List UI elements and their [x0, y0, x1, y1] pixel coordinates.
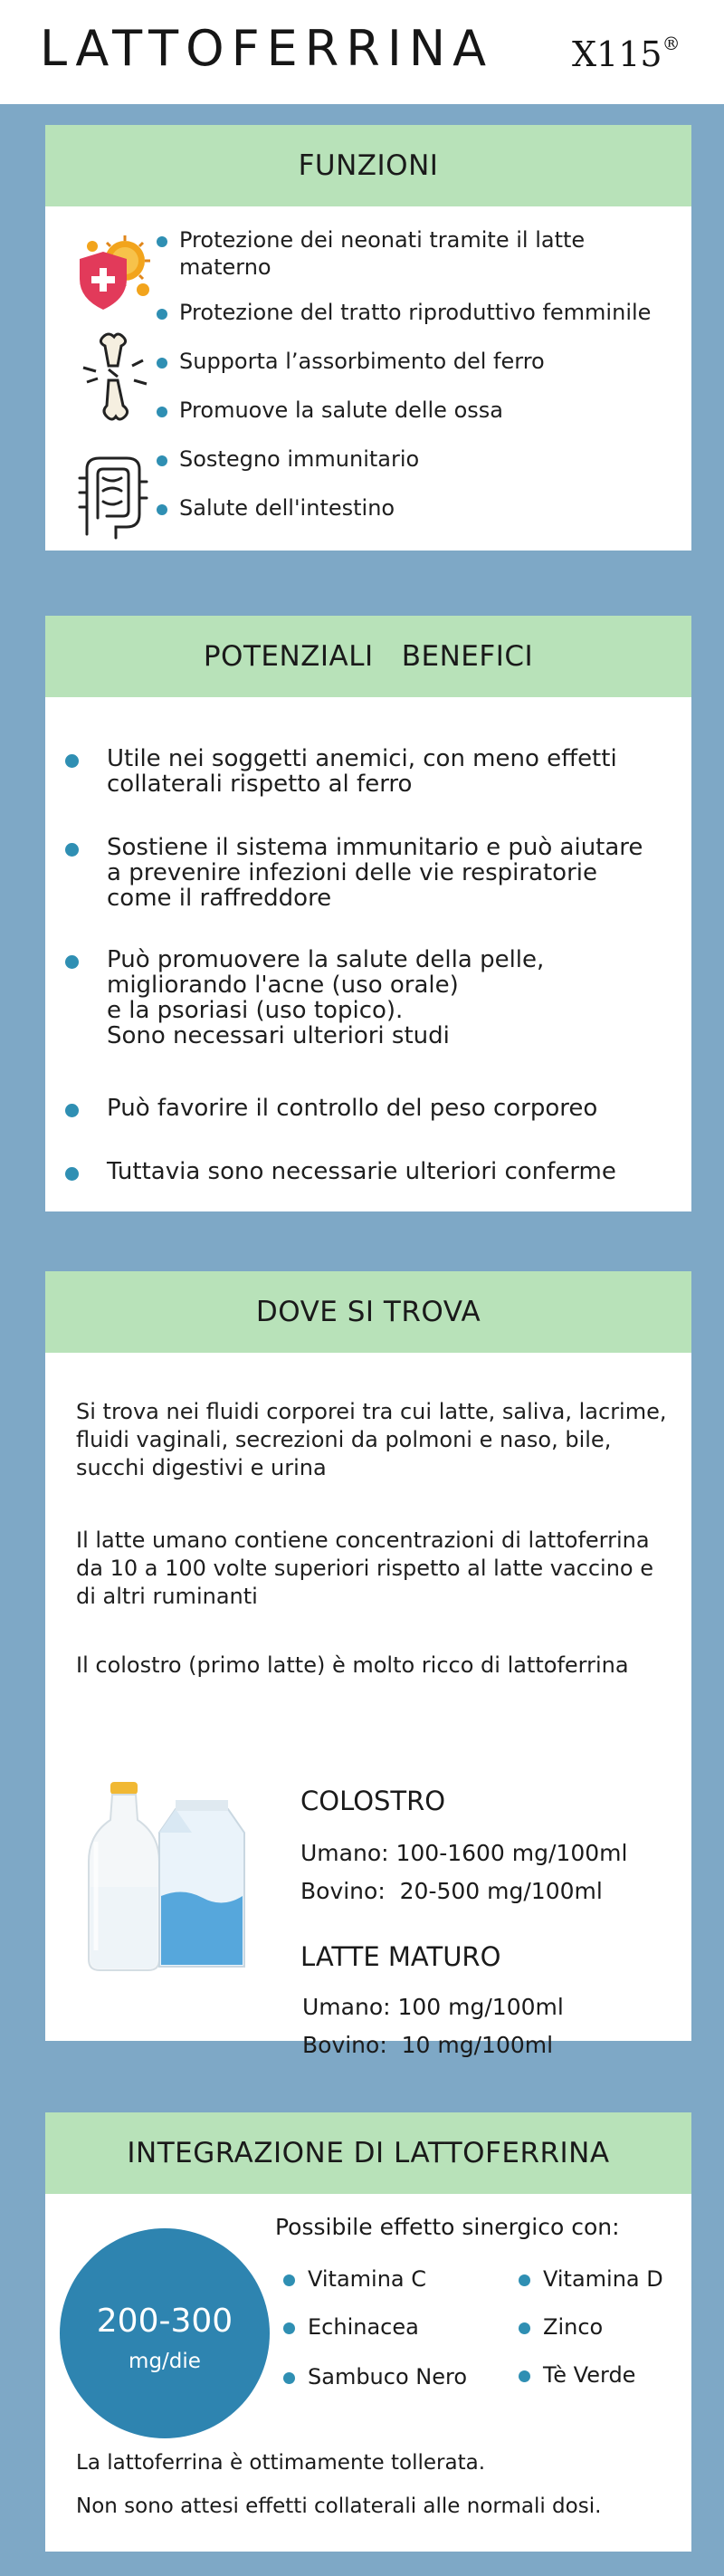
funzioni-heading: FUNZIONI — [45, 125, 691, 206]
intestine-icon — [71, 451, 154, 541]
dose-unit: mg/die — [129, 2350, 201, 2373]
funzioni-item-text: Protezione dei neonati tramite il latte materno — [179, 227, 586, 280]
synergy-item-text: Vitamina C — [308, 2266, 427, 2292]
brand-name: X115 — [572, 34, 662, 74]
integrazione-heading: INTEGRAZIONE DI LATTOFERRINA — [45, 2112, 691, 2194]
bullet-dot — [283, 2322, 295, 2334]
benefici-item-text: Utile nei soggetti anemici, con meno effetti collaterali rispetto al ferro — [107, 745, 617, 798]
dove-card — [45, 1271, 691, 2058]
brand-label — [572, 33, 681, 74]
benefici-item — [107, 1096, 597, 1121]
synergy-item — [543, 2314, 603, 2340]
bullet-dot — [519, 2370, 530, 2382]
dove-heading: DOVE SI TROVA — [45, 1271, 691, 1353]
bullet-dot — [519, 2322, 530, 2334]
funzioni-item-text: Supporta l’assorbimento del ferro — [179, 349, 545, 374]
bullet-dot — [157, 358, 167, 369]
bullet-dot — [283, 2372, 295, 2384]
bullet-dot — [65, 1104, 79, 1117]
funzioni-card — [45, 125, 691, 551]
funzioni-item — [179, 299, 651, 326]
bullet-dot — [65, 843, 79, 857]
colostro-label: COLOSTRO — [300, 1786, 446, 1816]
benefici-item — [107, 1159, 616, 1184]
bullet-dot — [519, 2274, 530, 2286]
bullet-dot — [65, 754, 79, 768]
synergy-item-text: Sambuco Nero — [308, 2364, 468, 2389]
funzioni-item — [179, 397, 503, 424]
benefici-item-text: Tuttavia sono necessarie ulteriori conferme — [107, 1158, 616, 1185]
maturo-label: LATTE MATURO — [300, 1941, 501, 1972]
synergy-item-text: Vitamina D — [543, 2266, 663, 2292]
title-bar — [0, 0, 724, 104]
benefici-item — [107, 947, 544, 1049]
integrazione-card — [45, 2112, 691, 2552]
maturo-bovino: Bovino: 10 mg/100ml — [302, 2032, 554, 2058]
dove-paragraph: Il colostro (primo latte) è molto ricco di lattoferrina — [76, 1652, 629, 1678]
bullet-dot — [65, 955, 79, 969]
colostro-umano: Umano: 100-1600 mg/100ml — [300, 1840, 628, 1866]
benefici-item-text: Sostiene il sistema immunitario e può aiutare a prevenire infezioni delle vie respiratorie come il raffreddore — [107, 834, 643, 912]
benefici-item — [107, 746, 617, 797]
bullet-dot — [157, 455, 167, 466]
funzioni-item — [179, 445, 419, 473]
synergy-item — [308, 2314, 419, 2340]
synergy-item-text: Echinacea — [308, 2314, 419, 2340]
bullet-dot — [65, 1167, 79, 1181]
page-title: LATTOFERRINA — [40, 20, 494, 77]
synergy-item — [543, 2362, 635, 2388]
funzioni-item-text: Protezione del tratto riproduttivo femminile — [179, 300, 652, 325]
funzioni-item-text: Promuove la salute delle ossa — [179, 397, 503, 423]
dose-badge — [60, 2228, 270, 2438]
synergy-item — [543, 2266, 663, 2292]
colostro-bovino: Bovino: 20-500 mg/100ml — [300, 1878, 603, 1904]
bone-icon — [76, 330, 152, 424]
bullet-dot — [157, 504, 167, 515]
synergy-item-text: Tè Verde — [543, 2362, 636, 2388]
benefici-item — [107, 835, 643, 911]
dove-paragraph: Si trova nei fluidi corporei tra cui latte, saliva, lacrime, fluidi vaginali, secrezioni da polmoni e naso, bile, succhi digestivi e urina — [76, 1399, 667, 1480]
footer-note: Non sono attesi effetti collaterali alle normali dosi. — [76, 2495, 602, 2518]
synergy-item — [308, 2364, 467, 2389]
immune-shield-icon — [71, 226, 154, 313]
funzioni-item — [179, 348, 545, 375]
bullet-dot — [157, 236, 167, 247]
synergy-title: Possibile effetto sinergico con: — [275, 2214, 620, 2240]
funzioni-item — [179, 226, 585, 281]
benefici-item-text: Può favorire il controllo del peso corporeo — [107, 1095, 598, 1122]
bullet-dot — [157, 407, 167, 417]
synergy-item — [308, 2266, 426, 2292]
benefici-card — [45, 616, 691, 1211]
funzioni-item-text: Salute dell'intestino — [179, 495, 395, 521]
maturo-umano: Umano: 100 mg/100ml — [302, 1994, 564, 2020]
footer-note: La lattoferrina è ottimamente tollerata. — [76, 2451, 486, 2475]
benefici-item-text: Può promuovere la salute della pelle, migliorando l'acne (uso orale) e la psoriasi (uso topico). Sono necessari ulteriori studi — [107, 946, 545, 1049]
bullet-dot — [157, 309, 167, 320]
funzioni-item — [179, 494, 395, 522]
funzioni-item-text: Sostegno immunitario — [179, 446, 420, 472]
synergy-item-text: Zinco — [543, 2314, 604, 2340]
registered-mark: ® — [662, 33, 681, 54]
dove-paragraph: Il latte umano contiene concentrazioni di lattoferrina da 10 a 100 volte superiori rispetto al latte vaccino e di altri ruminanti — [76, 1527, 653, 1609]
bullet-dot — [283, 2274, 295, 2286]
milk-bottle-icon — [76, 1778, 257, 1976]
benefici-heading: POTENZIALI BENEFICI — [45, 616, 691, 697]
dose-value: 200-300 — [96, 2303, 233, 2340]
